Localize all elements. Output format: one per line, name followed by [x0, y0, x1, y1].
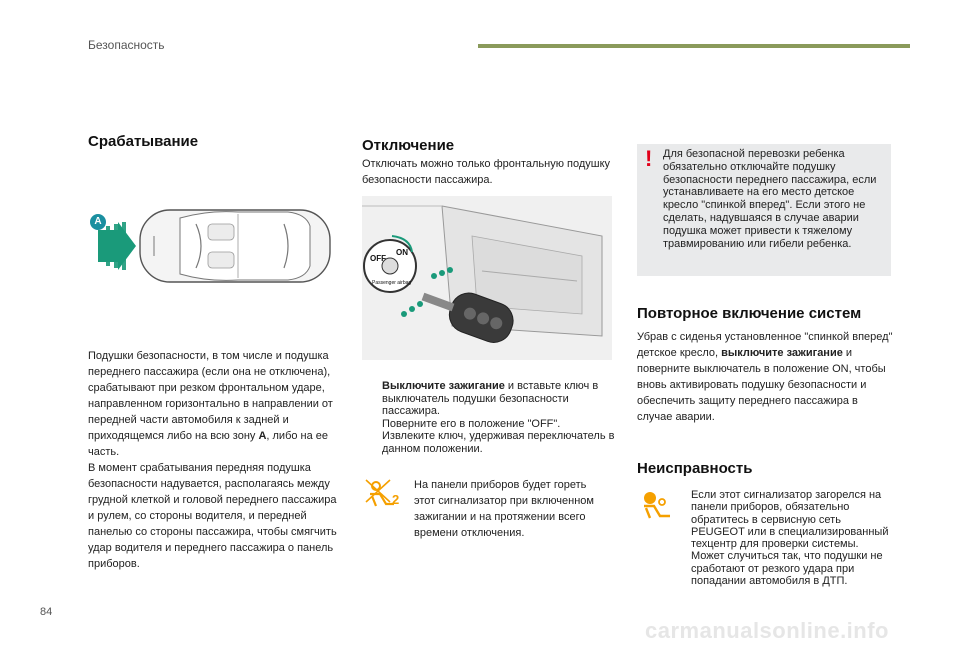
warning-box	[637, 144, 891, 276]
heading-deployment: Срабатывание	[88, 133, 199, 150]
deactivation-steps	[368, 380, 628, 455]
step-text: Поверните его в положение "OFF".	[382, 417, 561, 430]
list-item	[368, 418, 628, 431]
switch-illustration	[362, 196, 612, 360]
step-bold: Выключите зажигание	[382, 380, 505, 392]
reactivation-bold: выключите зажигание	[721, 347, 843, 359]
deactivation-intro: Отключать можно только фронтальную подушку безопасности пассажира.	[362, 158, 611, 186]
heading-malfunction: Неисправность	[637, 460, 753, 477]
step-text: Извлеките ключ, удерживая переключатель в данном положении.	[382, 430, 615, 455]
list-item	[368, 380, 628, 418]
zone-a-marker: A	[90, 214, 106, 230]
step-text: и вставьте ключ в выключатель подушки безопасности пассажира.	[382, 380, 599, 417]
indicator-number: 2	[392, 492, 400, 507]
watermark-brand: carmanualsonline.info	[645, 618, 889, 643]
heading-reactivation: Повторное включение систем	[637, 305, 862, 322]
switch-on-label: ON	[396, 248, 408, 257]
header-rule	[478, 44, 910, 48]
deployment-paragraph-end: , либо на ее часть.	[88, 430, 329, 458]
warning-icon: !	[645, 146, 653, 171]
list-item	[368, 430, 628, 455]
switch-off-label: OFF	[370, 254, 386, 263]
reactivation-text-start: Убрав с сиденья установленное "спинкой вперед" детское кресло,	[637, 331, 893, 359]
deployment-paragraph-2: В момент срабатывания передняя подушка безопасности надувается, располагаясь между грудной клеткой и головой переднего пассажира и рулем, со стороны водителя, и передней панелью со стороны пассажира, чтобы смягчить удар водителя и переднего пассажира о панель приборов.	[88, 462, 337, 570]
malfunction-text: Если этот сигнализатор загорелся на панели приборов, обязательно обратитесь в сервисную сеть PEUGEOT или в специализированный техцентр для проверки системы. Может случиться так, что подушки не сработают от резкого удара при попадании автомобиля в ДТП.	[691, 489, 889, 588]
deployment-text	[88, 348, 343, 572]
page-number: 84	[40, 606, 53, 618]
car-illustration	[88, 196, 338, 296]
heading-deactivation: Отключение	[362, 137, 455, 154]
warning-text: Для безопасной перевозки ребенка обязательно отключайте подушку безопасности переднего пассажира, если устанавливаете на его место детское кресло "спинкой вперед". Если этого не сделать, надувшаяся в случае аварии подушка может привести к тяжелому травмированию или гибели ребенка.	[663, 148, 877, 250]
zone-label: A	[258, 430, 267, 442]
airbag-off-indicator-icon	[364, 478, 402, 512]
deployment-paragraph: Подушки безопасности, в том числе и подушка переднего пассажира (если она не отключена), срабатывают при резком фронтальном ударе, направленном горизонтально в направлении от передней части автомобиля к задней и приходящемся либо на всю зону	[88, 350, 333, 442]
reactivation-text	[637, 329, 893, 425]
reactivation-text-end: и поверните выключатель в положение ON, чтобы вновь активировать подушку безопасности и обеспечить защиту переднего пассажира в случае аварии.	[637, 347, 886, 423]
airbag-fault-indicator-icon	[640, 488, 678, 522]
glovebox-switch-icon	[362, 196, 612, 360]
indicator-note: На панели приборов будет гореть этот сигнализатор при включенном зажигании и на протяжении всего времени отключения.	[414, 479, 594, 539]
car-top-view-icon	[88, 196, 338, 296]
section-title: Безопасность	[88, 38, 165, 52]
switch-caption: Passenger airbag	[372, 280, 412, 286]
